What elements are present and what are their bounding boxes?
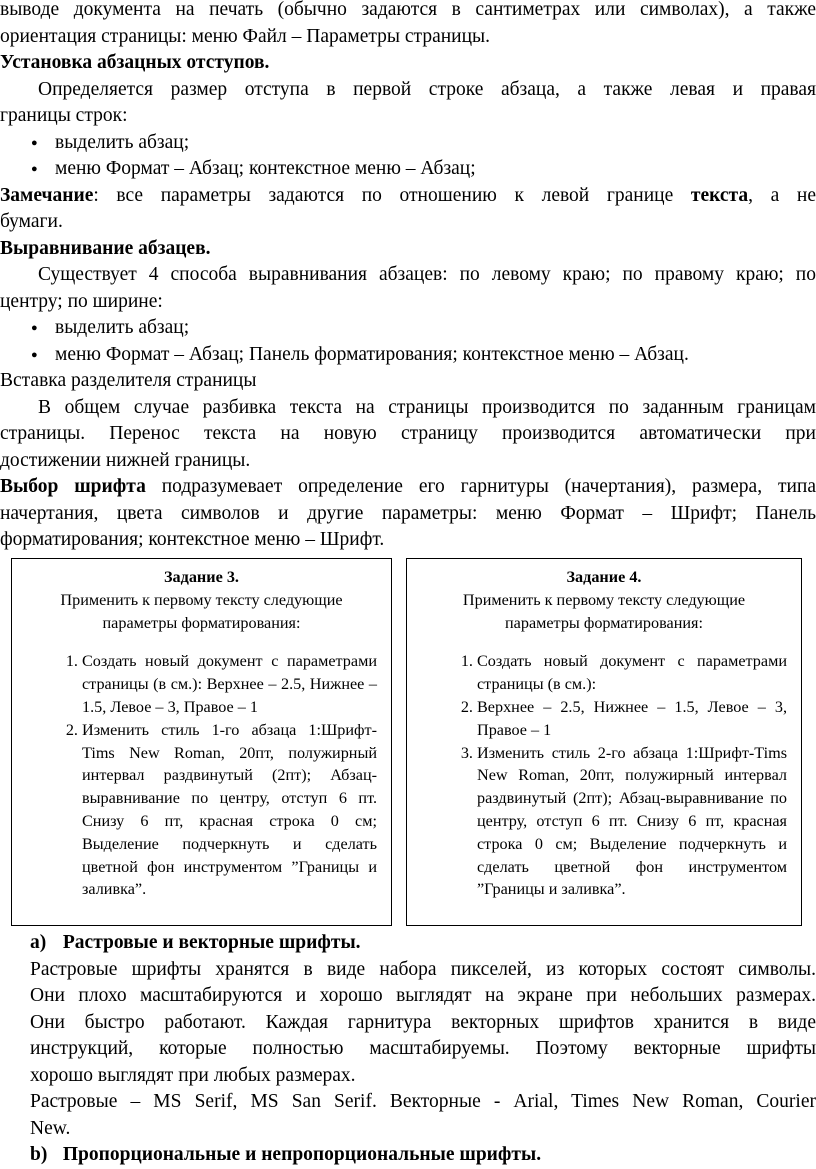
section-heading-alignment: Выравнивание абзацев. — [0, 237, 211, 259]
bullet-item: ● меню Формат – Абзац; контекстное меню – Абзац; — [0, 156, 816, 183]
bullet-item: ● меню Формат – Абзац; Панель форматирования; контекстное меню – Абзац. — [0, 342, 816, 369]
subsection-heading-b: b) Пропорциональные и непропорциональные шрифты. — [30, 1144, 542, 1165]
text-line: Они плохо масштабируются и хорошо выглядят на экране при небольших размерах. — [30, 985, 816, 1006]
task-4-box — [406, 558, 802, 926]
text-line: страницы. Перенос текста на новую страницу производится автоматически при — [0, 423, 816, 444]
task-subtitle: параметры форматирования: — [102, 613, 301, 632]
list-item: 1. Создать новый документ с параметрами страницы (в см.): — [477, 650, 787, 696]
bullet-item: ● выделить абзац; — [0, 315, 816, 342]
task-boxes — [0, 558, 816, 926]
task-3-box — [11, 558, 392, 926]
task-subtitle: параметры форматирования: — [505, 613, 703, 632]
note-label: Замечание — [0, 184, 94, 206]
text-line: Определяется размер отступа в первой строке абзаца, а также левая и правая — [38, 78, 816, 100]
text-line: хорошо выглядят при любых размерах. — [30, 1064, 356, 1086]
document-page — [0, 0, 816, 554]
task-list — [26, 650, 377, 901]
font-choice-line: Выбор шрифта подразумевает определение его гарнитуры (начертания), размера, типа — [0, 476, 816, 497]
task-title: Задание 3. — [164, 568, 239, 586]
bullet-item: ● выделить абзац; — [0, 130, 816, 157]
text-line: достижении нижней границы. — [0, 449, 251, 471]
section-heading-indents: Установка абзацных отступов. — [0, 52, 270, 73]
list-item: 1. Создать новый документ с параметрами страницы (в см.): Верхнее – 2.5, Нижнее – 1.5, Левое – 3, Правое – 1 — [82, 650, 377, 718]
task-subtitle: Применить к первому тексту следующие — [462, 590, 746, 609]
task-list — [421, 650, 787, 901]
fonts-section — [0, 930, 816, 1169]
text-line: выводе документа на печать (обычно задаются в сантиметрах или символах), а также — [0, 0, 816, 20]
text-line: Существует 4 способа выравнивания абзацев: по левому краю; по правому краю; по — [38, 264, 816, 285]
list-item: 2. Верхнее – 2.5, Нижнее – 1.5, Левое – 3, Правое – 1 — [477, 696, 787, 742]
note-line: Замечание: все параметры задаются по отношению к левой границе текста, а не — [0, 184, 816, 206]
text-line: инструкций, которые полностью масштабируемы. Поэтому векторные шрифты — [30, 1038, 816, 1059]
text-line: New. — [30, 1117, 71, 1139]
text-line: ориентация страницы: меню Файл – Параметры страницы. — [0, 25, 491, 47]
list-item: 2. Изменить стиль 1-го абзаца 1:Шрифт-Tims New Roman, 20пт, полужирный интервал раздвинутый (2пт); Абзац- выравнивание по центру, отступ 6 пт. Снизу 6 пт, красная строка 0 см; Выделение подчеркнуть и сделать цветной фон инструментом ”Границы и заливка”. — [82, 719, 377, 901]
text-line: начертания, цвета символов и другие параметры: меню Формат – Шрифт; Панель — [0, 502, 816, 524]
subsection-heading-a: a) Растровые и векторные шрифты. — [30, 932, 361, 953]
text-line: В общем случае разбивка текста на страницы производится по заданным границам — [38, 396, 816, 418]
text-line: границы строк: — [0, 105, 128, 126]
task-title: Задание 4. — [566, 568, 642, 586]
text-line: центру; по ширине: — [0, 290, 163, 312]
section-heading-page-break: Вставка разделителя страницы — [0, 370, 257, 391]
text-line: бумаги. — [0, 211, 63, 232]
text-line: Они быстро работают. Каждая гарнитура векторных шрифтов хранится в виде — [30, 1011, 816, 1033]
text-line: Растровые – MS Serif, MS San Serif. Векторные - Arial, Times New Roman, Courier — [30, 1091, 816, 1112]
font-choice-label: Выбор шрифта — [0, 476, 146, 497]
text-line: форматирования; контекстное меню – Шрифт. — [0, 529, 385, 550]
text-line: Растровые шрифты хранятся в виде набора пикселей, из которых состоят символы. — [30, 958, 816, 980]
task-subtitle: Применить к первому тексту следующие — [60, 590, 343, 609]
list-item: 3. Изменить стиль 2-го абзаца 1:Шрифт-Tims New Roman, 20пт, полужирный интервал раздвинутый (2пт); Абзац-выравнивание по центру, отступ 6 пт. Снизу 6 пт, красная строка 0 см; Выделение подчеркнуть и сделать цветной фон инструментом ”Границы и заливка”. — [477, 742, 787, 902]
